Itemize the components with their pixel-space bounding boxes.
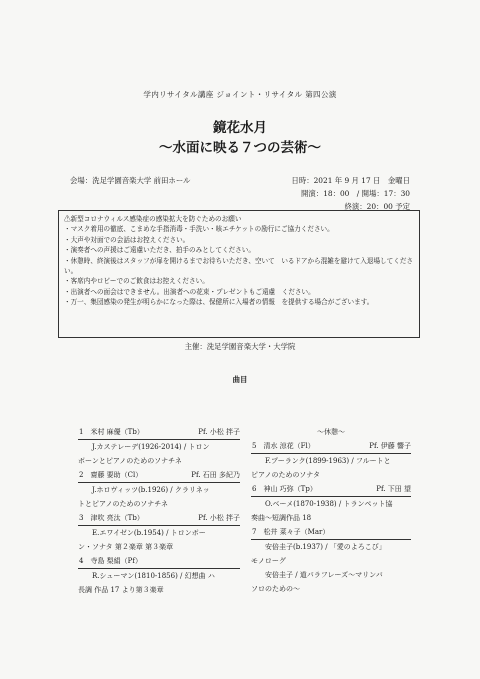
concert-title: 鏡花水月: [213, 120, 267, 136]
work-title: E.エワイゼン(b.1954) / トロンボー: [92, 529, 206, 537]
work-title: J.カステレーデ(1926-2014) / トロン: [92, 443, 210, 451]
performer: 7 松井 菜々子（Mar）: [252, 528, 330, 536]
performer: 6 神山 巧弥（Tp）: [252, 485, 317, 493]
work-title: O.ベーメ(1870-1938) / トランペット協: [265, 500, 393, 508]
program-left-column: [78, 425, 240, 597]
performer-row: [78, 425, 240, 440]
accompanist: Pf. 伊藤 響子: [369, 442, 411, 450]
performer-row: [78, 468, 240, 483]
notice-heading: ⚠新型コロナウィルス感染症の感染拡大を防ぐためのお願い: [64, 215, 242, 223]
covid-notice-box: [58, 210, 420, 338]
work-title-cont: 長調 作品 17 より第３楽章: [78, 586, 164, 594]
work-title: F.プーランク(1899-1963) / フルートと: [265, 457, 391, 465]
accompanist: Pf. 下田 望: [376, 485, 411, 493]
performer-row: [251, 439, 411, 454]
program-heading: 曲目: [232, 375, 248, 384]
notice-item: ・マスク着用の徹底、こまめな手指消毒・手洗い・咳エチケットの励行にご協力ください。: [64, 225, 334, 234]
notice-item: ・演奏者への声援はご遠慮いただき、拍手のみとしてください。: [64, 246, 255, 255]
notice-item: ・客席内やロビーでのご飲食はお控えください。: [64, 277, 209, 286]
performer: 2 齋藤 要助（Cl）: [79, 471, 143, 479]
event-end: 終演：20：00 予定: [344, 202, 410, 211]
work-title: R.シューマン(1810-1856) / 幻想曲 ハ: [92, 572, 215, 580]
accompanist: Pf. 小松 拌子: [198, 428, 240, 436]
work-title: J.ホロヴィッツ(b.1926) / クラリネッ: [92, 486, 210, 494]
performer: 5 清水 涼花（Fl）: [252, 442, 315, 450]
notice-item: ・休憩時、終演後はスタッフが扉を開けるまでお待ちいただき、空いて いるドアから混雑を避けて入退場してください。: [64, 256, 414, 276]
work-title-cont: ピアノのためのソナタ: [251, 471, 320, 479]
venue: 会場：洗足学園音楽大学 前田ホール: [70, 176, 191, 185]
series-title: 学内リサイタル講座 ジョイント・リサイタル 第四公演: [143, 90, 337, 99]
work-title: 安倍圭子 / 道パラフレーズ〜マリンバ: [265, 571, 383, 579]
notice-item: ・出演者への面会はできません。出演者への花束・プレゼントもご遠慮 ください。: [64, 287, 315, 296]
event-times: 開演：18：00 / 開場：17：30: [301, 189, 410, 198]
performer-row: [78, 511, 240, 526]
notice-item: ・大声や対面での会話はお控えください。: [64, 235, 190, 244]
work-title-cont: ソロのための〜: [251, 585, 300, 593]
performer-row: [251, 525, 411, 540]
event-date: 日時：2021 年 9 月 17 日 金曜日: [291, 176, 410, 185]
performer-row: [251, 482, 411, 497]
performer: 3 津吹 亮汰（Tb）: [79, 514, 144, 522]
work-title: 安倍圭子(b.1937) / 「愛のよろこび」: [265, 543, 386, 551]
intermission: 〜休憩〜: [317, 428, 345, 436]
work-title-cont: トとピアノのためのソナチネ: [78, 500, 169, 508]
accompanist: Pf. 石田 多紀乃: [191, 471, 240, 479]
performer: 1 米村 麻優（Tb）: [79, 428, 144, 436]
accompanist: Pf. 小松 拌子: [198, 514, 240, 522]
program-right-column: [251, 425, 411, 596]
performer: 4 寺島 梨絹（Pf）: [79, 557, 142, 565]
work-title-cont: 奏曲〜短調作品 18: [251, 514, 312, 522]
notice-item: ・万一、集団感染の発生が明らかになった際は、保健所に入場者の情報 を提供する場合がございます。: [64, 298, 374, 307]
work-title-cont: ボーンとピアノのためのソナチネ: [78, 457, 182, 465]
concert-subtitle: 〜水面に映る７つの芸術〜: [159, 140, 321, 156]
organizer: 主催：洗足学園音楽大学・大学院: [184, 342, 296, 351]
performer-row: [78, 554, 240, 569]
work-title-cont: モノローグ: [251, 557, 286, 565]
work-title-cont: ン・ソナタ 第２楽章 第３楽章: [78, 543, 174, 551]
